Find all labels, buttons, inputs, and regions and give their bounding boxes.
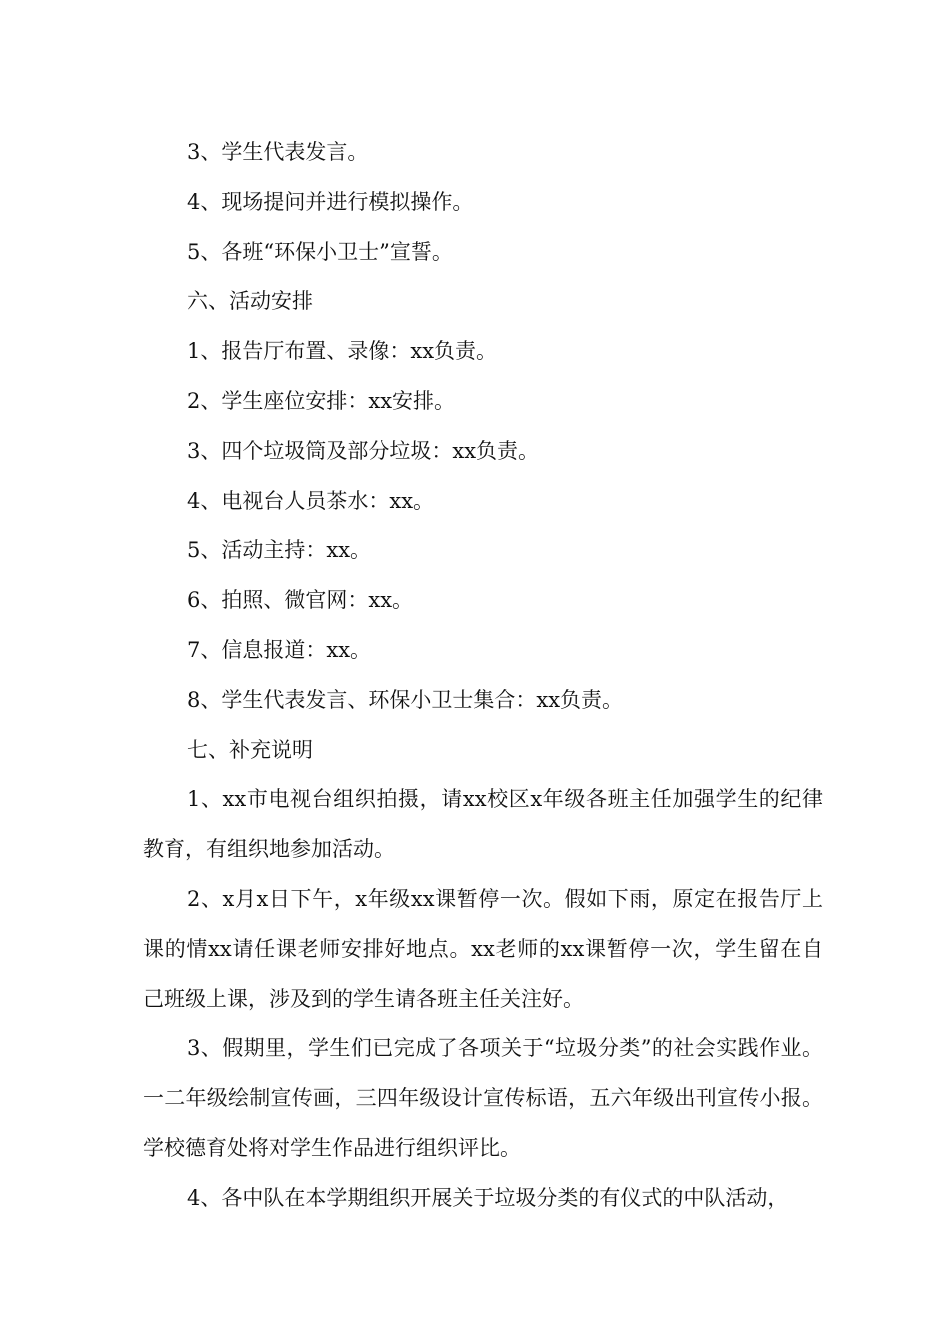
list-item: 3、四个垃圾筒及部分垃圾：xx负责。: [187, 438, 540, 463]
document-body: [143, 128, 823, 1224]
list-item: 6、拍照、微官网：xx。: [187, 588, 414, 613]
list-item: 1、报告厅布置、录像：xx负责。: [187, 339, 498, 364]
paragraph: 2、x月x日下午，x年级xx课暂停一次。假如下雨，原定在报告厅上课的情xx请任课老师安排好地点。xx老师的xx课暂停一次，学生留在自己班级上课，涉及到的学生请各班主任关注好。: [143, 886, 823, 1011]
paragraph: 4、各中队在本学期组织开展关于垃圾分类的有仪式的中队活动，: [187, 1185, 789, 1210]
paragraph: 1、xx市电视台组织拍摄，请xx校区x年级各班主任加强学生的纪律教育，有组织地参加活动。: [143, 787, 823, 862]
list-item: 2、学生座位安排：xx安排。: [187, 388, 456, 413]
list-item: 4、电视台人员茶水：xx。: [187, 488, 435, 513]
list-item: 3、学生代表发言。: [187, 140, 369, 164]
list-item: 8、学生代表发言、环保小卫士集合：xx负责。: [187, 687, 624, 712]
section-heading: 七、补充说明: [187, 737, 313, 762]
list-item: 4、现场提问并进行模拟操作。: [187, 189, 474, 214]
list-item: 7、信息报道：xx。: [187, 637, 372, 662]
paragraph: 3、假期里，学生们已完成了各项关于“垃圾分类”的社会实践作业。一二年级绘制宣传画，三四年级设计宣传标语，五六年级出刊宣传小报。学校德育处将对学生作品进行组织评比。: [143, 1036, 823, 1160]
list-item: 5、各班“环保小卫士”宣誓。: [187, 239, 453, 264]
section-heading: 六、活动安排: [187, 289, 313, 314]
list-item: 5、活动主持：xx。: [187, 538, 372, 563]
